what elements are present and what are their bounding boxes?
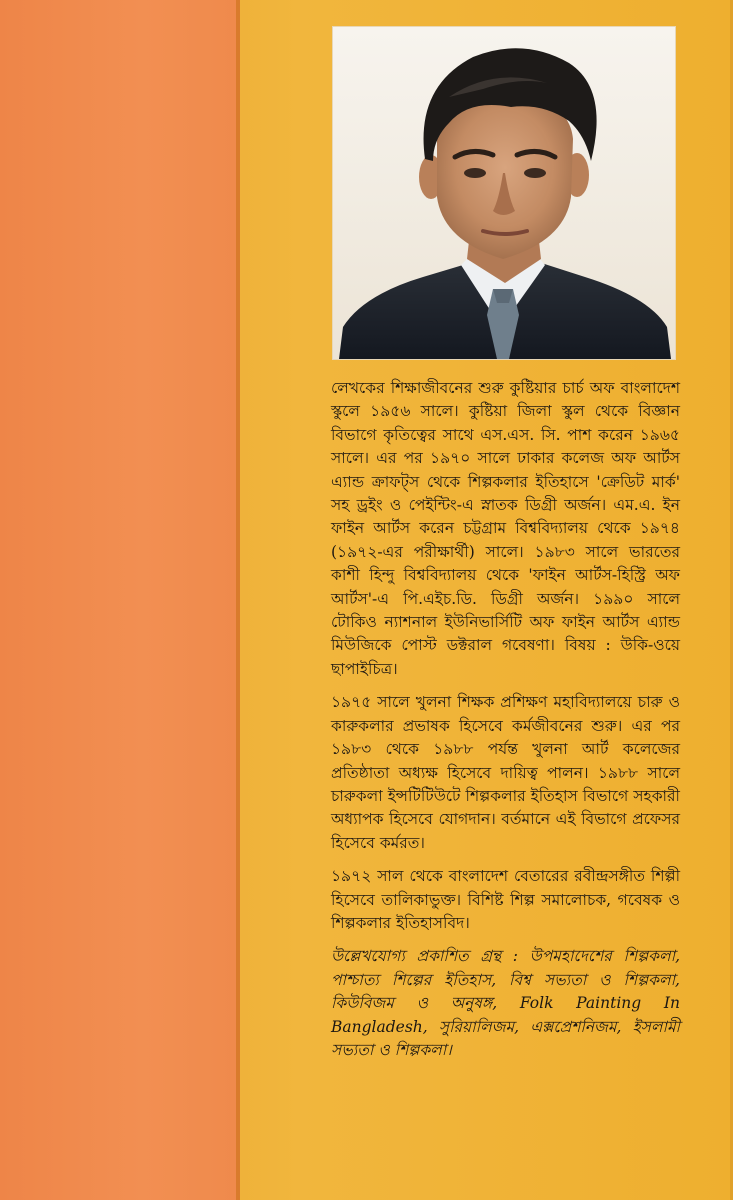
bio-paragraph-career: ১৯৭৫ সালে খুলনা শিক্ষক প্রশিক্ষণ মহাবিদ্যালয়ে চারু ও কারুকলার প্রভাষক হিসেবে কর্মজীবনের শুরু। এর পর ১৯৮৩ থেকে ১৯৮৮ পর্যন্ত খুলনা আর্ট কলেজের প্রতিষ্ঠাতা অধ্যক্ষ হিসেবে দায়িত্ব পালন। ১৯৮৮ সালে চারুকলা ইন্সটিটিউটে শিল্পকলার ইতিহাস বিভাগে সহকারী অধ্যাপক হিসেবে যোগদান। বর্তমানে এই বিভাগে প্রফেসর হিসেবে কর্মরত। — [331, 693, 680, 852]
author-photo — [333, 27, 675, 359]
bio-paragraph-publications: উল্লেখযোগ্য প্রকাশিত গ্রন্থ : উপমহাদেশের শিল্পকলা, পাশ্চাত্য শিল্পের ইতিহাস, বিশ্ব সভ্যতা ও শিল্পকলা, কিউবিজম ও অনুষঙ্গ, Folk Painting In Bangladesh, সুরিয়ালিজম, এক্সপ্রেশনিজম, ইসলামী সভ্যতা ও শিল্পকলা। — [331, 947, 680, 1059]
bio-paragraph-music: ১৯৭২ সাল থেকে বাংলাদেশ বেতারের রবীন্দ্রসঙ্গীত শিল্পী হিসেবে তালিকাভুক্ত। বিশিষ্ট শিল্প সমালোচক, গবেষক ও শিল্পকলার ইতিহাসবিদ। — [331, 867, 680, 932]
bio-paragraph-education: লেখকের শিক্ষাজীবনের শুরু কুষ্টিয়ার চার্চ অফ বাংলাদেশ স্কুলে ১৯৫৬ সালে। কুষ্টিয়া জিলা স্কুল থেকে বিজ্ঞান বিভাগে কৃতিত্বের সাথে এস.এস. সি. পাশ করেন ১৯৬৫ সালে। এর পর ১৯৭০ সালে ঢাকার কলেজ অফ আর্টস এ্যান্ড ক্রাফট্স থেকে শিল্পকলার ইতিহাসে 'ক্রেডিট মার্ক' সহ ড্রইং ও পেইন্টিং-এ স্নাতক ডিগ্রী অর্জন। এম.এ. ইন ফাইন আর্টস করেন চট্টগ্রাম বিশ্ববিদ্যালয় থেকে ১৯৭৪ (১৯৭২-এর পরীক্ষার্থী) সালে। ১৯৮৩ সালে ভারতের কাশী হিন্দু বিশ্ববিদ্যালয় থেকে 'ফাইন আর্টস-হিস্ট্রি অফ আর্টস'-এ পি.এইচ.ডি. ডিগ্রী অর্জন। ১৯৯০ সালে টোকিও ন্যাশনাল ইউনিভার্সিটি অফ ফাইন আর্টস এ্যান্ড মিউজিকে পোস্ট ডক্টরাল গবেষণা। বিষয় : উকি-ওয়ে ছাপাইচিত্র। — [331, 379, 680, 678]
author-portrait-illustration — [333, 27, 675, 359]
back-cover-left-panel — [0, 0, 238, 1200]
author-biography — [331, 377, 680, 1072]
